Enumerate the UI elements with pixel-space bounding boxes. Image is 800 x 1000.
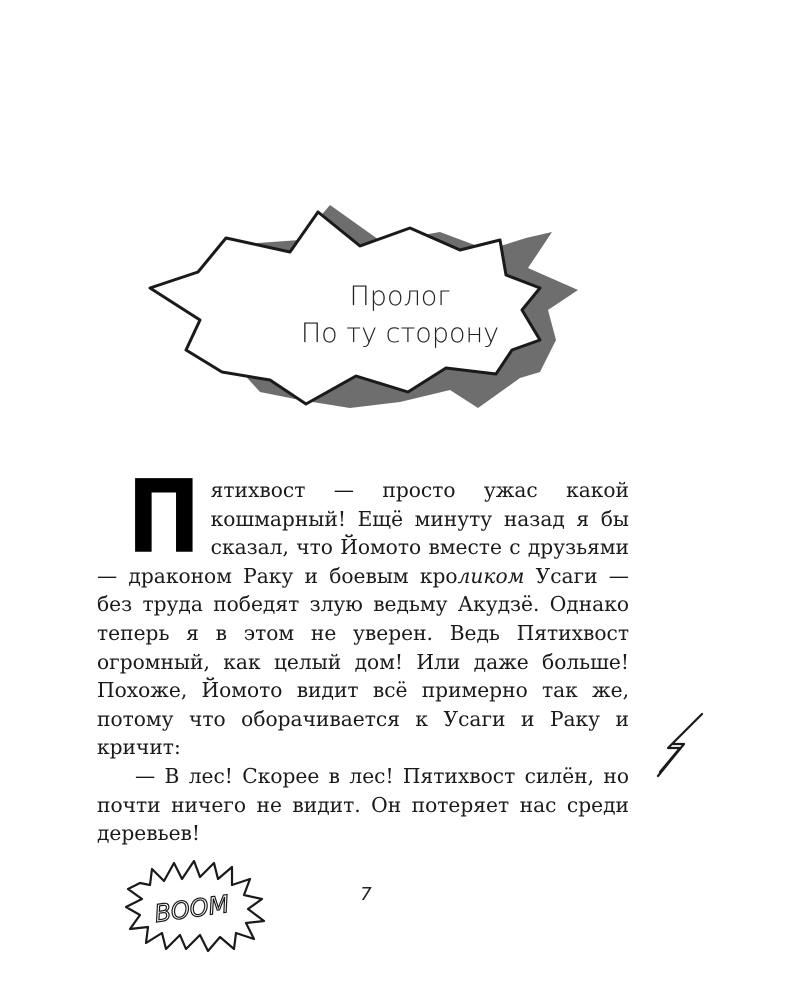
boom-text: BOOM bbox=[152, 889, 231, 929]
lightning-doodle bbox=[650, 710, 710, 780]
drop-cap: П bbox=[127, 457, 201, 576]
paragraph-2: — В лес! Скорее в лес! Пятихвост силён, но почти ничего не видит. Он потеряет нас среди деревьев! bbox=[97, 763, 629, 846]
body-text bbox=[97, 457, 629, 848]
paragraph-1 bbox=[97, 457, 629, 762]
lightning-icon bbox=[658, 714, 702, 776]
chapter-title-line1: Пролог bbox=[349, 281, 451, 312]
chapter-title-line2: По ту сторону bbox=[300, 318, 500, 349]
paragraph-1-text-end: Усаги — без труда победят злую ведьму Акудзё. Однако теперь я в этом не уверен. Ведь Пятихвост огромный, как целый дом! Или даже больше! Похоже, Йомото видит всё примерно так же, потому что оборачивается к Усаги и Раку и кричит: bbox=[97, 563, 629, 760]
paragraph-1-italic: ликом bbox=[457, 563, 525, 588]
page-number: 7 bbox=[360, 884, 372, 905]
boom-doodle bbox=[120, 855, 270, 955]
paragraph-1-text-start: ятихвост — просто ужас какой кошмарный! Ещё минуту назад я бы сказал, что Йомото вместе с друзьями — драконом Раку и боевым кро bbox=[97, 478, 629, 588]
chapter-title bbox=[220, 280, 580, 354]
